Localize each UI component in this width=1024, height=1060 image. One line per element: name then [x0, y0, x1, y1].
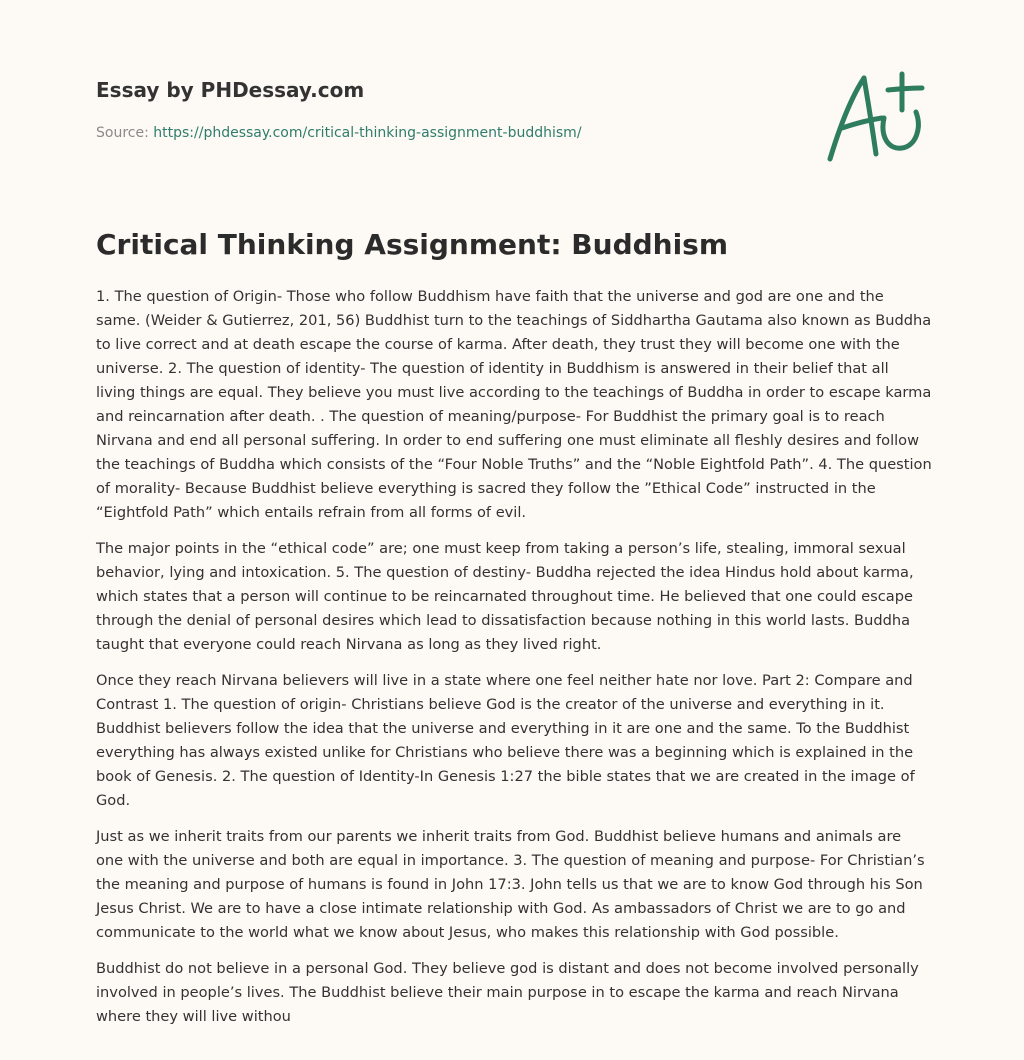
site-brand: Essay by PHDessay.com	[96, 78, 365, 102]
essay-paragraph: Once they reach Nirvana believers will live in a state where one feel neither hate nor love. Part 2: Compare and Contrast 1. The question of origin- Christians believe God is the creator of the universe and everything in it. Buddhist believers follow the idea that the universe and everything in it are one and the same. To the Buddhist everything has always existed unlike for Christians who believe there was a beginning which is explained in the book of Genesis. 2. The question of Identity-In Genesis 1:27 the bible states that we are created in the image of God.	[96, 672, 915, 809]
essay-body	[96, 285, 932, 1041]
essay-paragraph: Buddhist do not believe in a personal God. They believe god is distant and does not become involved personally involved in people’s lives. The Buddhist believe their main purpose in to escape the karma and reach Nirvana where they will live withou	[96, 960, 919, 1025]
essay-paragraph: The major points in the “ethical code” are; one must keep from taking a person’s life, stealing, immoral sexual behavior, lying and intoxication. 5. The question of destiny- Buddha rejected the idea Hindus hold about karma, which states that a person will continue to be reincarnated throughout time. He believed that one could escape through the denial of personal desires which lead to dissatisfaction because nothing in this world lasts. Buddha taught that everyone could reach Nirvana as long as they lived right.	[96, 540, 914, 653]
source-link[interactable]: https://phdessay.com/critical-thinking-assignment-buddhism/	[153, 125, 582, 141]
source-label: Source:	[96, 125, 154, 141]
source-line	[96, 123, 796, 143]
essay-paragraph: Just as we inherit traits from our parents we inherit traits from God. Buddhist believe humans and animals are one with the universe and both are equal in importance. 3. The question of meaning and purpose- For Christian’s the meaning and purpose of humans is found in John 17:3. John tells us that we are to know God through his Son Jesus Christ. We are to have a close intimate relationship with God. As ambassadors of Christ we are to go and communicate to the world what we know about Jesus, who makes this relationship with God possible.	[96, 828, 925, 941]
a-plus-grade-icon	[822, 66, 926, 166]
essay-title: Critical Thinking Assignment: Buddhism	[96, 228, 729, 261]
essay-paragraph: 1. The question of Origin- Those who follow Buddhism have faith that the universe and god are one and the same. (Weider & Gutierrez, 201, 56) Buddhist turn to the teachings of Siddhartha Gautama also known as Buddha to live correct and at death escape the course of karma. After death, they trust they will become one with the universe. 2. The question of identity- The question of identity in Buddhism is answered in their belief that all living things are equal. They believe you must live according to the teachings of Buddha in order to escape karma and reincarnation after death. . The question of meaning/purpose- For Buddhist the primary goal is to reach Nirvana and end all personal suffering. In order to end suffering one must eliminate all fleshly desires and follow the teachings of Buddha which consists of the “Four Noble Truths” and the “Noble Eightfold Path”. 4. The question of morality- Because Buddhist believe everything is sacred they follow the ”Ethical Code” instructed in the “Eightfold Path” which entails refrain from all forms of evil.	[96, 288, 932, 521]
page-header	[96, 76, 796, 143]
